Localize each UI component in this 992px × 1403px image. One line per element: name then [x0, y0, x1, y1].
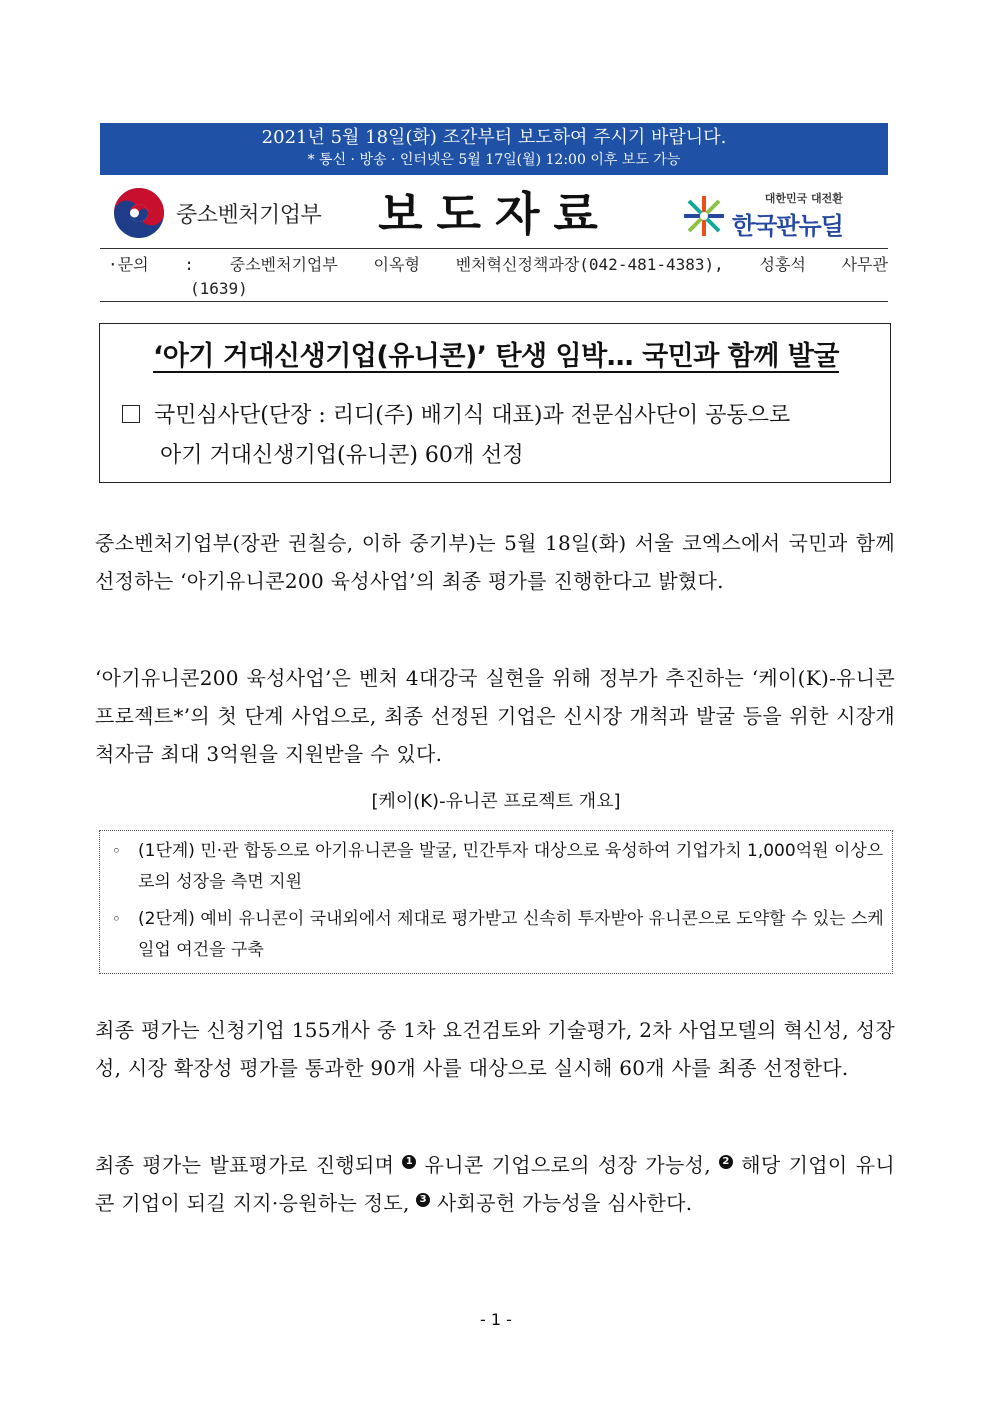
newdeal-burst-icon: [682, 194, 726, 238]
overview-bullet: ◦: [112, 910, 121, 928]
overview-box: [99, 830, 893, 974]
newdeal-tagline: 대한민국 대전환: [764, 192, 843, 205]
para4-part-c: 해당 기업이 유니콘 기업이 되길 지지·응원하는 정도,: [95, 1153, 895, 1215]
contact-role2: 사무관: [841, 255, 888, 274]
headline-title: [120, 334, 872, 373]
contact-colon: :: [184, 255, 194, 274]
page-number: - 1 -: [480, 1310, 512, 1329]
ministry-logo: [112, 186, 321, 240]
paragraph-4: [95, 1146, 895, 1222]
circled-number-1-icon: 1: [402, 1155, 416, 1169]
paragraph-1: 중소벤처기업부(장관 권칠승, 이하 중기부)는 5월 18일(화) 서울 코엑스에서 국민과 함께 선정하는 ‘아기유니콘200 육성사업’의 최종 평가를 진행한다고 밝혔다.: [95, 531, 895, 593]
overview-text: (2단계) 예비 유니콘이 국내외에서 제대로 평가받고 신속히 투자받아 유니콘으로 도약할 수 있는 스케일업 여건을 구축: [138, 909, 884, 960]
circled-number-2-icon: 2: [719, 1155, 733, 1169]
embargo-line1: 2021년 5월 18일(화) 조간부터 보도하여 주시기 바랍니다.: [261, 127, 727, 148]
para4-part-a: 최종 평가는 발표평가로 진행되며: [95, 1153, 395, 1177]
ministry-name: 중소벤처기업부: [176, 202, 322, 228]
header-divider: [100, 248, 888, 249]
checkbox-square-icon: [122, 405, 140, 423]
contact-person2: 성홍석: [759, 255, 806, 274]
contact-label: ·문의: [108, 255, 149, 274]
overview-bullet: ◦: [112, 842, 121, 860]
contact-info: [108, 253, 888, 301]
overview-text: (1단계) 민·관 합동으로 아기유니콘을 발굴, 민간투자 대상으로 육성하여 기업가치 1,000억원 이상으로의 성장을 측면 지원: [138, 841, 884, 892]
contact-divider: [100, 301, 888, 302]
embargo-banner: [100, 123, 888, 175]
overview-caption: [케이(K)-유니콘 프로젝트 개요]: [371, 791, 621, 812]
circled-number-3-icon: 3: [416, 1193, 430, 1207]
headline-subtitle: [122, 396, 882, 476]
contact-dept: 벤처혁신정책과장(042-481-4383),: [455, 255, 724, 274]
subtitle-line2: 아기 거대신생기업(유니콘) 60개 선정: [160, 443, 524, 468]
headline-text: ‘아기 거대신생기업(유니콘)’ 탄생 임박… 국민과 함께 발굴: [153, 341, 839, 372]
taegeuk-emblem-icon: [112, 186, 166, 240]
paragraph-3: 최종 평가는 신청기업 155개사 중 1차 요건검토와 기술평가, 2차 사업모델의 혁신성, 성장성, 시장 확장성 평가를 통과한 90개 사를 대상으로 실시해 60개 사를 최종 선정한다.: [95, 1018, 895, 1080]
newdeal-logo: [682, 190, 843, 241]
para4-part-b: 유니콘 기업으로의 성장 가능성,: [424, 1153, 711, 1177]
contact-ext: (1639): [190, 279, 248, 298]
headline-box: [99, 323, 891, 483]
contact-org: 중소벤처기업부: [229, 255, 338, 274]
contact-person1: 이옥형: [373, 255, 420, 274]
overview-item: [112, 836, 884, 898]
subtitle-line1: 국민심사단(단장 : 리디(주) 배기식 대표)과 전문심사단이 공동으로: [154, 403, 791, 428]
embargo-line2: * 통신 · 방송 · 인터넷은 5월 17일(월) 12:00 이후 보도 가능: [307, 152, 681, 168]
newdeal-name: 한국판뉴딜: [732, 212, 843, 240]
press-release-title: 보도자료: [378, 187, 612, 241]
overview-item: [112, 904, 884, 966]
paragraph-2: ‘아기유니콘200 육성사업’은 벤처 4대강국 실현을 위해 정부가 추진하는 ‘케이(K)-유니콘 프로젝트*’의 첫 단계 사업으로, 최종 선정된 기업은 신시장 개척과 발굴 등을 위한 시장개척자금 최대 3억원을 지원받을 수 있다.: [95, 666, 895, 766]
para4-part-d: 사회공헌 가능성을 심사한다.: [436, 1191, 693, 1215]
